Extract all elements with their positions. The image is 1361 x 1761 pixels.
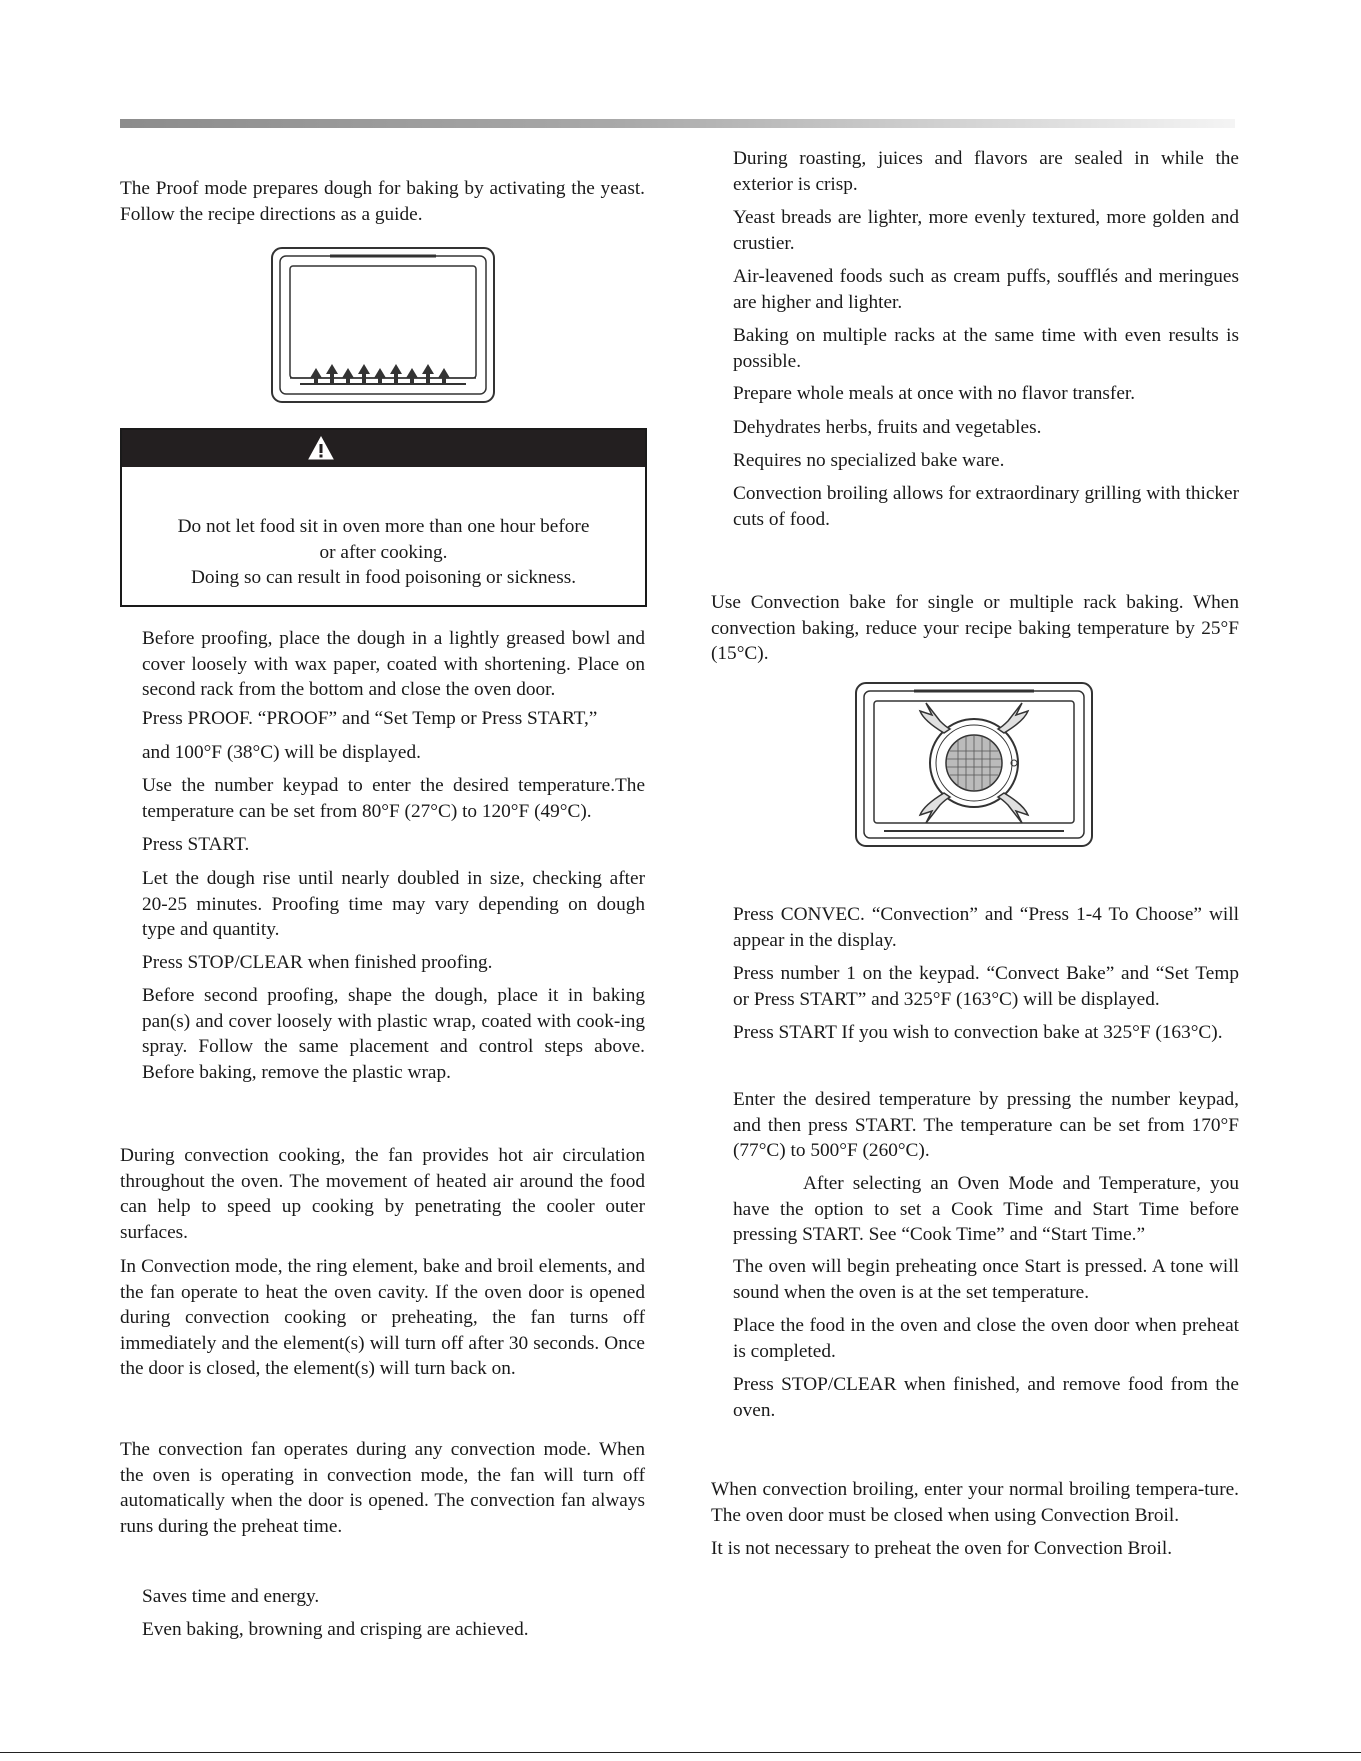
bake-step-4: Enter the desired temperature by pressing the number keypad, and then press START. The temperature can be set from 170°F (77°C) to 500°F (260°C). xyxy=(733,1089,1239,1162)
benefit-item: During roasting, juices and flavors are sealed in while the exterior is crisp. xyxy=(733,148,1239,195)
proof-step-1: Before proofing, place the dough in a lightly greased bowl and cover loosely with wax paper, coated with shortening. Place on second rack from the bottom and close the oven door. xyxy=(142,628,645,701)
bake-step-6: The oven will begin preheating once Start is pressed. A tone will sound when the oven is at the set temperature. xyxy=(733,1256,1239,1303)
benefit-item: Dehydrates herbs, fruits and vegetables. xyxy=(733,417,1042,438)
convection-intro: During convection cooking, the fan provides hot air circulation throughout the oven. The movement of heated air around the food can help to speed up cooking by penetrating the cooler outer surfaces. xyxy=(120,1145,645,1243)
benefit-item: Baking on multiple racks at the same time with even results is possible. xyxy=(733,325,1239,372)
convection-broil-note: It is not necessary to preheat the oven for Convection Broil. xyxy=(711,1538,1173,1559)
bake-step-8: Press STOP/CLEAR when finished, and remove food from the oven. xyxy=(733,1374,1239,1421)
bake-step-3: Press START If you wish to convection bake at 325°F (163°C). xyxy=(733,1022,1223,1043)
warning-triangle-icon xyxy=(307,435,335,461)
proof-step-5: Let the dough rise until nearly doubled in size, checking after 20-25 minutes. Proofing time may vary depending on dough type and quantity. xyxy=(142,868,645,941)
warning-header xyxy=(122,430,645,467)
convection-fan-text: The convection fan operates during any convection mode. When the oven is operating in convection mode, the fan will turn off automatically when the door is opened. The convection fan always runs during the preheat time. xyxy=(120,1439,645,1537)
benefit-item: Prepare whole meals at once with no flavor transfer. xyxy=(733,383,1136,404)
benefit-item: Convection broiling allows for extraordinary grilling with thicker cuts of food. xyxy=(733,483,1239,530)
proof-step-7: Before second proofing, shape the dough, place it in baking pan(s) and cover loosely with plastic wrap, coated with cook-ing spray. Follow the same placement and control steps above. Before baking, remove the plastic wrap. xyxy=(142,985,645,1083)
benefit-item: Even baking, browning and crisping are achieved. xyxy=(142,1619,529,1640)
bake-step-5: After selecting an Oven Mode and Temperature, you have the option to set a Cook Time and Start Time before pressing START. See “Cook Time” and “Start Time.” xyxy=(733,1173,1239,1246)
convection-bake-intro: Use Convection bake for single or multiple rack baking. When convection baking, reduce your recipe baking temperature by 25°F (15°C). xyxy=(711,592,1239,665)
warning-line: Doing so can result in food poisoning or sickness. xyxy=(190,567,577,589)
proof-step-6: Press STOP/CLEAR when finished proofing. xyxy=(142,952,493,973)
proof-step-3: Use the number keypad to enter the desired temperature.The temperature can be set from 80°F (27°C) to 120°F (49°C). xyxy=(142,775,645,822)
proof-step-4: Press START. xyxy=(142,834,250,855)
proof-step-2b: and 100°F (38°C) will be displayed. xyxy=(142,742,421,763)
benefit-item: Saves time and energy. xyxy=(142,1586,320,1607)
warning-line: or after cooking. xyxy=(319,541,448,563)
proof-oven-diagram xyxy=(270,246,496,404)
benefit-item: Requires no specialized bake ware. xyxy=(733,450,1005,471)
header-rule xyxy=(120,119,1235,128)
proof-intro: The Proof mode prepares dough for baking by activating the yeast. Follow the recipe directions as a guide. xyxy=(120,178,645,225)
warning-box xyxy=(120,428,647,607)
proof-step-2: Press PROOF. “PROOF” and “Set Temp or Press START,” xyxy=(142,708,598,729)
bake-step-1: Press CONVEC. “Convection” and “Press 1-4 To Choose” will appear in the display. xyxy=(733,904,1239,951)
footer-rule xyxy=(0,1752,1361,1753)
warning-text xyxy=(122,514,645,591)
bake-step-2: Press number 1 on the keypad. “Convect Bake” and “Set Temp or Press START” and 325°F (163°C) will be displayed. xyxy=(733,963,1239,1010)
convection-broil-text: When convection broiling, enter your normal broiling tempera-ture. The oven door must be closed when using Convection Broil. xyxy=(711,1479,1239,1526)
bake-step-7: Place the food in the oven and close the oven door when preheat is completed. xyxy=(733,1315,1239,1362)
warning-line: Do not let food sit in oven more than one hour before xyxy=(177,516,590,537)
convection-mode-text: In Convection mode, the ring element, bake and broil elements, and the fan operate to heat the oven cavity. If the oven door is opened during convection cooking or preheating, the fan turns off immediately and the element(s) will turn off after 30 seconds. Once the door is closed, the element(s) will turn back on. xyxy=(120,1256,645,1380)
benefit-item: Yeast breads are lighter, more evenly textured, more golden and crustier. xyxy=(733,207,1239,254)
benefit-item: Air-leavened foods such as cream puffs, soufflés and meringues are higher and lighter. xyxy=(733,266,1239,313)
convection-oven-diagram xyxy=(854,681,1094,848)
